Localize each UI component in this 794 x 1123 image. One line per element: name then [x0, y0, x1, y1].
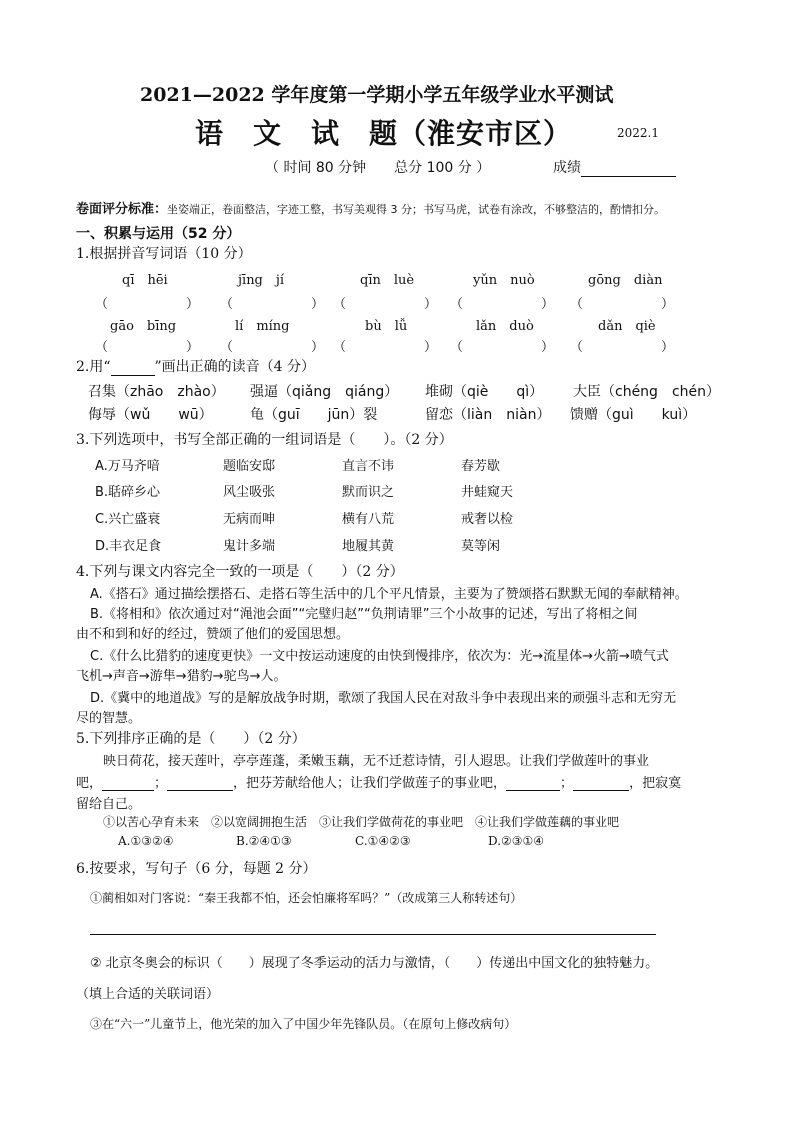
q4-option-d-cont: 尽的智慧。	[76, 711, 142, 726]
subject-title: 语 文 试 题（淮安市区）	[195, 117, 573, 150]
reading-choice[interactable]: 侮辱（wǔ wū）	[88, 407, 213, 423]
q1-answer-row-2	[0, 336, 794, 356]
option-word: D.丰衣足食	[95, 539, 162, 554]
choice-c[interactable]: C.①④②③	[355, 834, 411, 848]
reading-choice[interactable]: 留恋（liàn niàn）	[425, 407, 551, 423]
q2-title-post: ”画出正确的读音（4 分）	[154, 359, 316, 375]
option-word: B.聒碎乡心	[95, 485, 161, 500]
q2-row-2	[0, 404, 794, 424]
pinyin: yǔn nuò	[473, 273, 535, 288]
option-word: 井蛙窥天	[461, 485, 514, 500]
option-word: A.万马齐喑	[95, 459, 160, 474]
scoring-standard	[76, 198, 665, 217]
q1-pinyin-row-1	[0, 269, 794, 289]
q2-title-pre: 2.用“	[76, 359, 111, 375]
q3-option-d[interactable]	[0, 535, 794, 555]
q4-option-c[interactable]: C.《什么比猎豹的速度更快》一文中按运动速度的由快到慢排序，依次为：光→流星体→火箭→喷气式	[90, 649, 669, 664]
answer-box[interactable]: （ ）	[95, 297, 200, 312]
passage-text: 吧，	[76, 776, 103, 791]
fill-blank[interactable]	[167, 776, 233, 791]
pinyin: dǎn qiè	[598, 319, 656, 334]
answer-box[interactable]: （ ）	[333, 297, 438, 312]
q6-sentence-1: ①蔺相如对门客说：“秦王我都不怕，还会怕廉将军吗？”（改成第三人称转述句）	[90, 891, 523, 905]
q3-option-b[interactable]	[0, 481, 794, 501]
q3-option-c[interactable]	[0, 508, 794, 528]
reading-choice[interactable]: 大臣（chéng chén）	[573, 384, 720, 400]
section-heading: 一、积累与运用（52 分）	[76, 226, 241, 242]
reading-choice[interactable]: 龟（guī jūn）裂	[250, 407, 378, 423]
option-word: 横有八荒	[342, 512, 395, 527]
time-info: （ 时间 80 分钟 总分 100 分 ）	[265, 160, 491, 176]
option-word: 地履其黄	[342, 539, 395, 554]
q6-title: 6.按要求，写句子（6 分，每题 2 分）	[76, 861, 317, 877]
reading-choice[interactable]: 馈赠（guì kuì）	[570, 407, 697, 423]
standard-label: 卷面评分标准：	[76, 202, 168, 217]
answer-box[interactable]: （ ）	[220, 297, 325, 312]
answer-box[interactable]: （ ）	[220, 340, 325, 355]
passage-text: ，把寂寞	[629, 776, 682, 791]
answer-box[interactable]: （ ）	[450, 297, 555, 312]
score-blank[interactable]	[581, 160, 676, 177]
pinyin: qī hēi	[122, 273, 168, 288]
q6-sentence-3: ③在“六一”儿童节上，他光荣的加入了中国少年先锋队员。（在原句上修改病句）	[90, 1017, 517, 1031]
option-word: 无病而呻	[223, 512, 276, 527]
answer-line[interactable]	[90, 934, 656, 935]
reading-choice[interactable]: 召集（zhāo zhào）	[88, 384, 225, 400]
option-word: 鬼计多端	[223, 539, 276, 554]
fill-blank[interactable]	[102, 776, 154, 791]
score-label: 成绩	[553, 160, 581, 176]
option-word: 莫等闲	[461, 539, 501, 554]
choice-b[interactable]: B.②④①③	[236, 834, 292, 848]
reading-choice[interactable]: 堆砌（qiè qì）	[425, 384, 544, 400]
pinyin: jīng jí	[238, 273, 285, 288]
q5-items: ①以苦心孕育未来 ②以宽阔拥抱生活 ③让我们学做荷花的事业吧 ④让我们学做莲藕的事业吧	[103, 815, 620, 829]
underline-sample	[111, 363, 155, 376]
q5-passage-line-3: 留给自己。	[76, 797, 142, 812]
q1-answer-row-1	[0, 293, 794, 313]
exam-date: 2022.1	[617, 126, 659, 140]
q5-choices	[0, 834, 794, 854]
q2-row-1	[0, 381, 794, 401]
q4-title: 4.下列与课文内容完全一致的一项是（ ）（2 分）	[76, 564, 404, 580]
pinyin: lí míng	[235, 319, 290, 334]
q4-option-b-cont: 由不和到和好的经过，赞颂了他们的爱国思想。	[76, 627, 350, 642]
choice-d[interactable]: D.②③①④	[488, 834, 545, 848]
q5-title: 5.下列排序正确的是（ ）（2 分）	[76, 731, 306, 747]
q6-sentence-2: ② 北京冬奥会的标识（ ）展现了冬季运动的活力与激情，（ ）传递出中国文化的独特魅力。	[90, 956, 659, 971]
passage-text: ；	[560, 776, 574, 791]
q1-title: 1.根据拼音写词语（10 分）	[76, 246, 252, 262]
passage-text: ，把芬芳献给他人；让我们学做莲子的事业吧，	[233, 776, 507, 791]
option-word: 默而识之	[342, 485, 395, 500]
answer-box[interactable]: （ ）	[450, 340, 555, 355]
option-word: 戒奢以检	[461, 512, 514, 527]
q4-option-d[interactable]: D.《冀中的地道战》写的是解放战争时期，歌颂了我国人民在对敌斗争中表现出来的顽强斗志和无穷无	[90, 691, 677, 706]
pinyin: lǎn duò	[476, 319, 534, 334]
pinyin: qīn luè	[360, 273, 415, 288]
exam-title: 2021—2022 学年度第一学期小学五年级学业水平测试	[140, 84, 614, 106]
option-word: 风尘吸张	[223, 485, 276, 500]
fill-blank[interactable]	[506, 776, 560, 791]
option-word: 直言不讳	[342, 459, 395, 474]
pinyin: bù lǚ	[365, 319, 408, 334]
option-word: 题临安邸	[223, 459, 276, 474]
reading-choice[interactable]: 强逼（qiǎng qiáng）	[250, 384, 399, 400]
pinyin: gōng diàn	[588, 273, 663, 288]
score-field[interactable]	[553, 157, 676, 177]
pinyin: gāo bīng	[110, 319, 177, 334]
answer-box[interactable]: （ ）	[95, 340, 200, 355]
answer-box[interactable]: （ ）	[333, 340, 438, 355]
q5-passage-line-1: 映日荷花，接天莲叶，亭亭莲蓬，柔嫩玉藕，无不迁惹诗情，引人遐思。让我们学做莲叶的事业	[103, 754, 650, 769]
q4-option-b[interactable]: B.《将相和》依次通过对“渑池会面”“完璧归赵”“负荆请罪”三个小故事的记述，写出了将相之间	[90, 607, 638, 622]
option-word: 春芳歇	[461, 459, 501, 474]
passage-text: ；	[154, 776, 168, 791]
q3-title: 3.下列选项中，书写全部正确的一组词语是（ ）。（2 分）	[76, 432, 453, 448]
answer-box[interactable]: （ ）	[570, 340, 675, 355]
q5-passage-line-2	[76, 772, 681, 791]
q4-option-c-cont: 飞机→声音→游隼→猎豹→驼鸟→人。	[76, 669, 287, 684]
q4-option-a[interactable]: A.《搭石》通过描绘摆搭石、走搭石等生活中的几个平凡情景，主要为了赞颂搭石默默无闻的奉献精神。	[90, 587, 688, 602]
q3-option-a[interactable]	[0, 455, 794, 475]
standard-text: 坐姿端正，卷面整洁，字迹工整，书写美观得 3 分；书写马虎，试卷有涂改，不够整洁的，酌情扣分。	[167, 203, 666, 216]
q6-sentence-2-note: （填上合适的关联词语）	[76, 987, 220, 1002]
q2-title	[76, 356, 315, 376]
q1-pinyin-row-2	[0, 315, 794, 335]
answer-box[interactable]: （ ）	[570, 297, 675, 312]
option-word: C.兴亡盛衰	[95, 512, 161, 527]
choice-a[interactable]: A.①③②④	[118, 834, 174, 848]
fill-blank[interactable]	[573, 776, 629, 791]
